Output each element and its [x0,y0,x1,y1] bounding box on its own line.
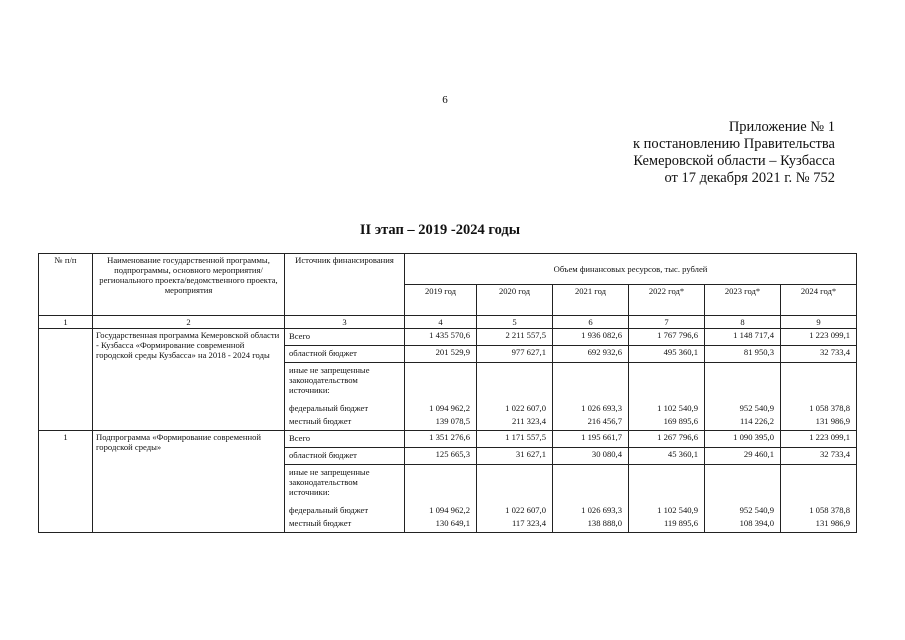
row-name: Подпрограмма «Формирование современной городской среды» [93,431,285,533]
value-federal: 1 102 540,9 [657,403,698,413]
column-number: 9 [781,316,857,329]
value-cell [405,465,477,533]
appendix-header [575,119,835,187]
value-total: 2 211 557,5 [477,329,553,346]
value-local: 139 078,5 [435,416,470,426]
value-cell [705,465,781,533]
source-other [285,465,405,533]
header-num: № п/п [39,254,93,316]
value-federal: 1 026 693,3 [581,505,622,515]
value-local: 114 226,2 [739,416,774,426]
value-local: 131 986,9 [815,518,851,528]
value-local: 119 895,6 [663,518,698,528]
value-regional: 29 460,1 [705,448,781,465]
value-total: 1 435 570,6 [405,329,477,346]
value-regional: 32 733,4 [781,448,857,465]
value-total: 1 090 395,0 [705,431,781,448]
source-regional: областной бюджет [285,448,405,465]
value-local: 130 649,1 [435,518,470,528]
financing-table [38,253,857,533]
value-cell [477,363,553,431]
column-number: 5 [477,316,553,329]
value-federal: 952 540,9 [739,403,774,413]
value-local: 117 323,4 [511,518,546,528]
value-federal: 1 058 378,8 [809,505,851,515]
value-cell [705,363,781,431]
value-regional: 32 733,4 [781,346,857,363]
table-row [39,431,857,448]
source-total: Всего [285,329,405,346]
source-regional: областной бюджет [285,346,405,363]
page-number: 6 [442,94,448,106]
header-year: 2019 год [405,285,477,316]
header-year: 2023 год* [705,285,781,316]
value-federal: 1 094 962,2 [429,505,470,515]
column-number: 6 [553,316,629,329]
value-cell [553,363,629,431]
source-other-label: иные не запрещенные законодательством источники: [289,365,370,395]
value-cell [629,465,705,533]
value-cell [405,363,477,431]
value-cell [629,363,705,431]
value-regional: 692 932,6 [553,346,629,363]
header-year: 2024 год* [781,285,857,316]
value-total: 1 936 082,6 [553,329,629,346]
header-source: Источник финансирования [285,254,405,316]
source-local: местный бюджет [289,518,352,528]
value-regional: 45 360,1 [629,448,705,465]
value-cell [781,363,857,431]
value-total: 1 767 796,6 [629,329,705,346]
value-regional: 31 627,1 [477,448,553,465]
column-number: 4 [405,316,477,329]
appendix-line: от 17 декабря 2021 г. № 752 [664,170,835,186]
source-federal: федеральный бюджет [289,403,369,413]
table-row [39,329,857,346]
stage-title: II этап – 2019 -2024 годы [359,222,521,238]
header-year: 2021 год [553,285,629,316]
value-local: 131 986,9 [815,416,851,426]
value-total: 1 351 276,6 [405,431,477,448]
header-name: Наименование государственной программы, подпрограммы, основного мероприятия/регионального проекта/ведомственного проекта, мероприятия [93,254,285,316]
value-regional: 81 950,3 [705,346,781,363]
row-name: Государственная программа Кемеровской области - Кузбасса «Формирование современной городской среды Кузбасса» на 2018 - 2024 годы [93,329,285,431]
value-local: 108 394,0 [739,518,774,528]
column-number: 8 [705,316,781,329]
appendix-line: Кемеровской области – Кузбасса [633,153,835,169]
source-total: Всего [285,431,405,448]
value-regional: 977 627,1 [477,346,553,363]
value-regional: 125 665,3 [405,448,477,465]
header-year: 2022 год* [629,285,705,316]
value-local: 138 888,0 [587,518,622,528]
row-number [39,329,93,431]
source-other-label: иные не запрещенные законодательством источники: [289,467,370,497]
appendix-line: Приложение № 1 [728,119,835,135]
source-federal: федеральный бюджет [289,505,369,515]
column-number: 2 [93,316,285,329]
value-total: 1 195 661,7 [553,431,629,448]
value-cell [781,465,857,533]
value-federal: 952 540,9 [739,505,774,515]
appendix-line: к постановлению Правительства [633,136,835,152]
column-number: 7 [629,316,705,329]
value-total: 1 171 557,5 [477,431,553,448]
value-cell [553,465,629,533]
value-regional: 30 080,4 [553,448,629,465]
value-federal: 1 094 962,2 [429,403,470,413]
value-federal: 1 102 540,9 [657,505,698,515]
value-regional: 201 529,9 [405,346,477,363]
header-year: 2020 год [477,285,553,316]
value-local: 216 456,7 [587,416,622,426]
source-other [285,363,405,431]
value-local: 211 323,4 [511,416,546,426]
value-total: 1 267 796,6 [629,431,705,448]
row-number: 1 [39,431,93,533]
source-local: местный бюджет [289,416,352,426]
column-number: 1 [39,316,93,329]
header-volume: Объем финансовых ресурсов, тыс. рублей [405,254,857,285]
value-total: 1 148 717,4 [705,329,781,346]
value-total: 1 223 099,1 [781,329,857,346]
value-local: 169 895,6 [663,416,698,426]
value-federal: 1 058 378,8 [809,403,851,413]
value-federal: 1 022 607,0 [505,505,546,515]
column-number: 3 [285,316,405,329]
value-federal: 1 026 693,3 [581,403,622,413]
value-cell [477,465,553,533]
value-total: 1 223 099,1 [781,431,857,448]
value-regional: 495 360,1 [629,346,705,363]
value-federal: 1 022 607,0 [505,403,546,413]
